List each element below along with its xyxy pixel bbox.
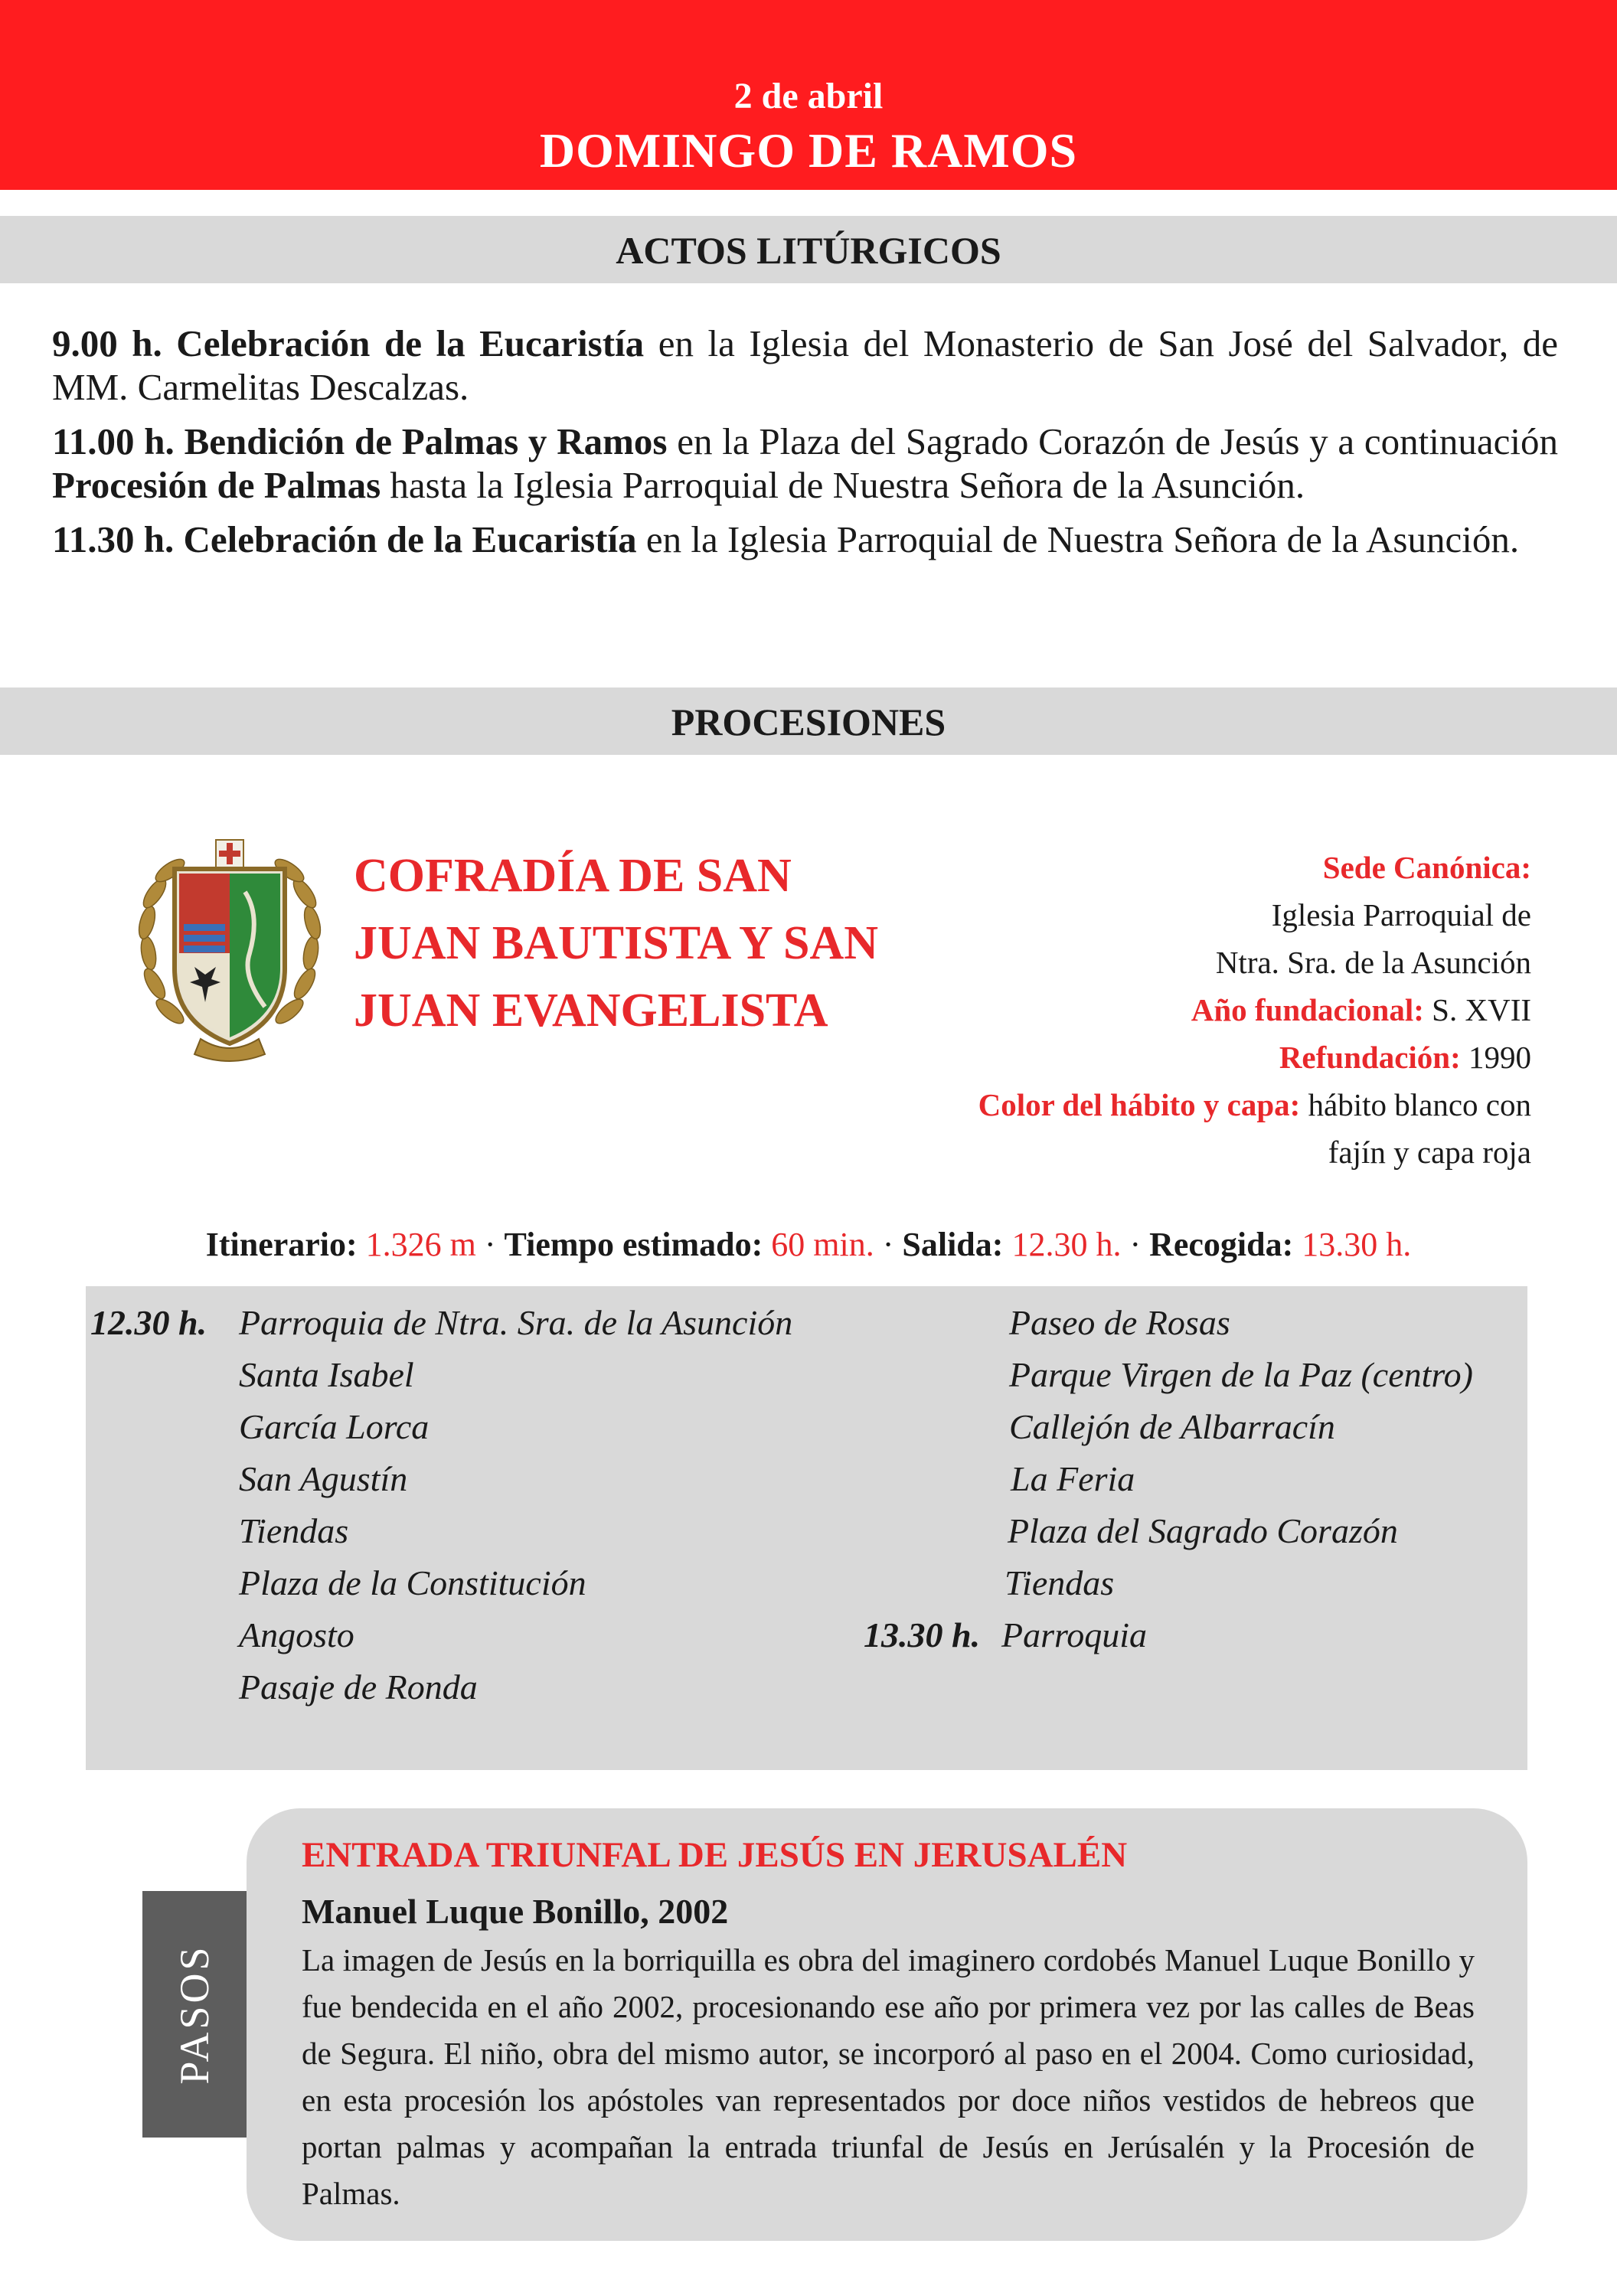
route-street: Tiendas xyxy=(1004,1563,1115,1602)
route-end-place: Parroquia xyxy=(1001,1615,1147,1654)
date-line: 2 de abril xyxy=(733,76,884,116)
page-title: DOMINGO DE RAMOS xyxy=(539,123,1078,178)
route-street: Paseo de Rosas xyxy=(1009,1303,1230,1342)
pasos-tab-text: PASOS xyxy=(172,1944,217,2085)
acto-time-title: 9.00 h. Celebración de la Eucaristía xyxy=(52,322,645,364)
itinerary-summary xyxy=(0,1225,1617,1264)
tiempo-label: Tiempo estimado: xyxy=(504,1226,763,1263)
acto-item xyxy=(52,322,1558,409)
pasos-tab-label xyxy=(142,1891,247,2138)
habito-value: fajín y capa roja xyxy=(1328,1135,1531,1170)
salida-value: 12.30 h. xyxy=(1011,1226,1122,1263)
paso-description: La imagen de Jesús en la borriquilla es obra del imaginero cordobés Manuel Luque Bonillo y fue bendecida en el año 2002, procesionando ese año por primera vez por las calles de Beas de Segura. El niño, obra del mismo autor, se incorporó al paso en el 2004. Como curiosidad, en esta procesión los apóstoles van representados por doce niños vestidos de hebreos que portan palmas y acompañan la entrada triunfal de Jesús en Jerúsalén y la Procesión de Palmas. xyxy=(302,1942,1475,2211)
route-street: Plaza del Sagrado Corazón xyxy=(1008,1511,1398,1550)
acto-time-title: 11.30 h. Celebración de la Eucaristía xyxy=(52,518,637,560)
fundacion-value: S. XVII xyxy=(1432,992,1531,1027)
cofradia-name-line: COFRADÍA DE SAN xyxy=(354,850,792,902)
acto-text: en la Iglesia Parroquial de Nuestra Señora de la Asunción. xyxy=(636,518,1520,560)
cofradia-info xyxy=(842,844,1531,1176)
sede-label: Sede Canónica: xyxy=(1322,850,1531,885)
route-box xyxy=(86,1286,1527,1770)
separator: · xyxy=(874,1226,903,1263)
cofradia-crest-icon xyxy=(130,838,329,1068)
acto-emphasis: Procesión de Palmas xyxy=(52,464,381,506)
acto-text: en la Plaza del Sagrado Corazón de Jesús y a continuación xyxy=(667,420,1558,462)
acto-time-title: 11.00 h. Bendición de Palmas y Ramos xyxy=(52,420,668,462)
separator: · xyxy=(475,1226,505,1263)
section-heading-procesiones: PROCESIONES xyxy=(0,687,1617,755)
sede-value: Ntra. Sra. de la Asunción xyxy=(1215,945,1531,980)
cofradia-name-line: JUAN BAUTISTA Y SAN xyxy=(354,917,878,969)
salida-label: Salida: xyxy=(902,1226,1004,1263)
route-street: Santa Isabel xyxy=(239,1355,414,1394)
habito-value: hábito blanco con xyxy=(1308,1087,1531,1122)
acto-item xyxy=(52,420,1558,507)
fundacion-label: Año fundacional: xyxy=(1191,992,1424,1027)
acto-text: hasta la Iglesia Parroquial de Nuestra Señora de la Asunción. xyxy=(381,464,1305,506)
itinerario-value: 1.326 m xyxy=(365,1226,476,1263)
recogida-label: Recogida: xyxy=(1149,1226,1294,1263)
route-street: Pasaje de Ronda xyxy=(239,1667,478,1706)
separator: · xyxy=(1121,1226,1150,1263)
liturgical-acts-list xyxy=(52,322,1558,572)
route-street: Callejón de Albarracín xyxy=(1009,1407,1335,1446)
recogida-value: 13.30 h. xyxy=(1302,1226,1412,1263)
route-street: Parque Virgen de la Paz (centro) xyxy=(1009,1355,1473,1394)
route-street: Plaza de la Constitución xyxy=(239,1563,586,1602)
cofradia-name-line: JUAN EVANGELISTA xyxy=(354,985,828,1037)
route-street: Parroquia de Ntra. Sra. de la Asunción xyxy=(239,1303,793,1342)
refundacion-label: Refundación: xyxy=(1279,1040,1461,1075)
route-street: Angosto xyxy=(239,1615,354,1654)
tiempo-value: 60 min. xyxy=(771,1226,874,1263)
acto-item xyxy=(52,518,1558,561)
route-start-time: 12.30 h. xyxy=(90,1303,207,1342)
acto-text: en la Iglesia del Monasterio de San José del Salvador, de MM. Carmelitas Descalzas. xyxy=(52,322,1558,408)
refundacion-value: 1990 xyxy=(1468,1040,1531,1075)
itinerario-label: Itinerario: xyxy=(205,1226,358,1263)
route-street: García Lorca xyxy=(239,1407,430,1446)
route-street: Tiendas xyxy=(239,1511,349,1550)
paso-title: ENTRADA TRIUNFAL DE JESÚS EN JERUSALÉN xyxy=(302,1835,1128,1875)
route-end-time: 13.30 h. xyxy=(864,1615,981,1654)
section-heading-liturgicos: ACTOS LITÚRGICOS xyxy=(0,216,1617,283)
route-street: La Feria xyxy=(1011,1459,1135,1498)
habito-label: Color del hábito y capa: xyxy=(978,1087,1301,1122)
paso-author: Manuel Luque Bonillo, 2002 xyxy=(302,1892,729,1931)
route-street: San Agustín xyxy=(239,1459,408,1498)
sede-value: Iglesia Parroquial de xyxy=(1271,897,1531,932)
